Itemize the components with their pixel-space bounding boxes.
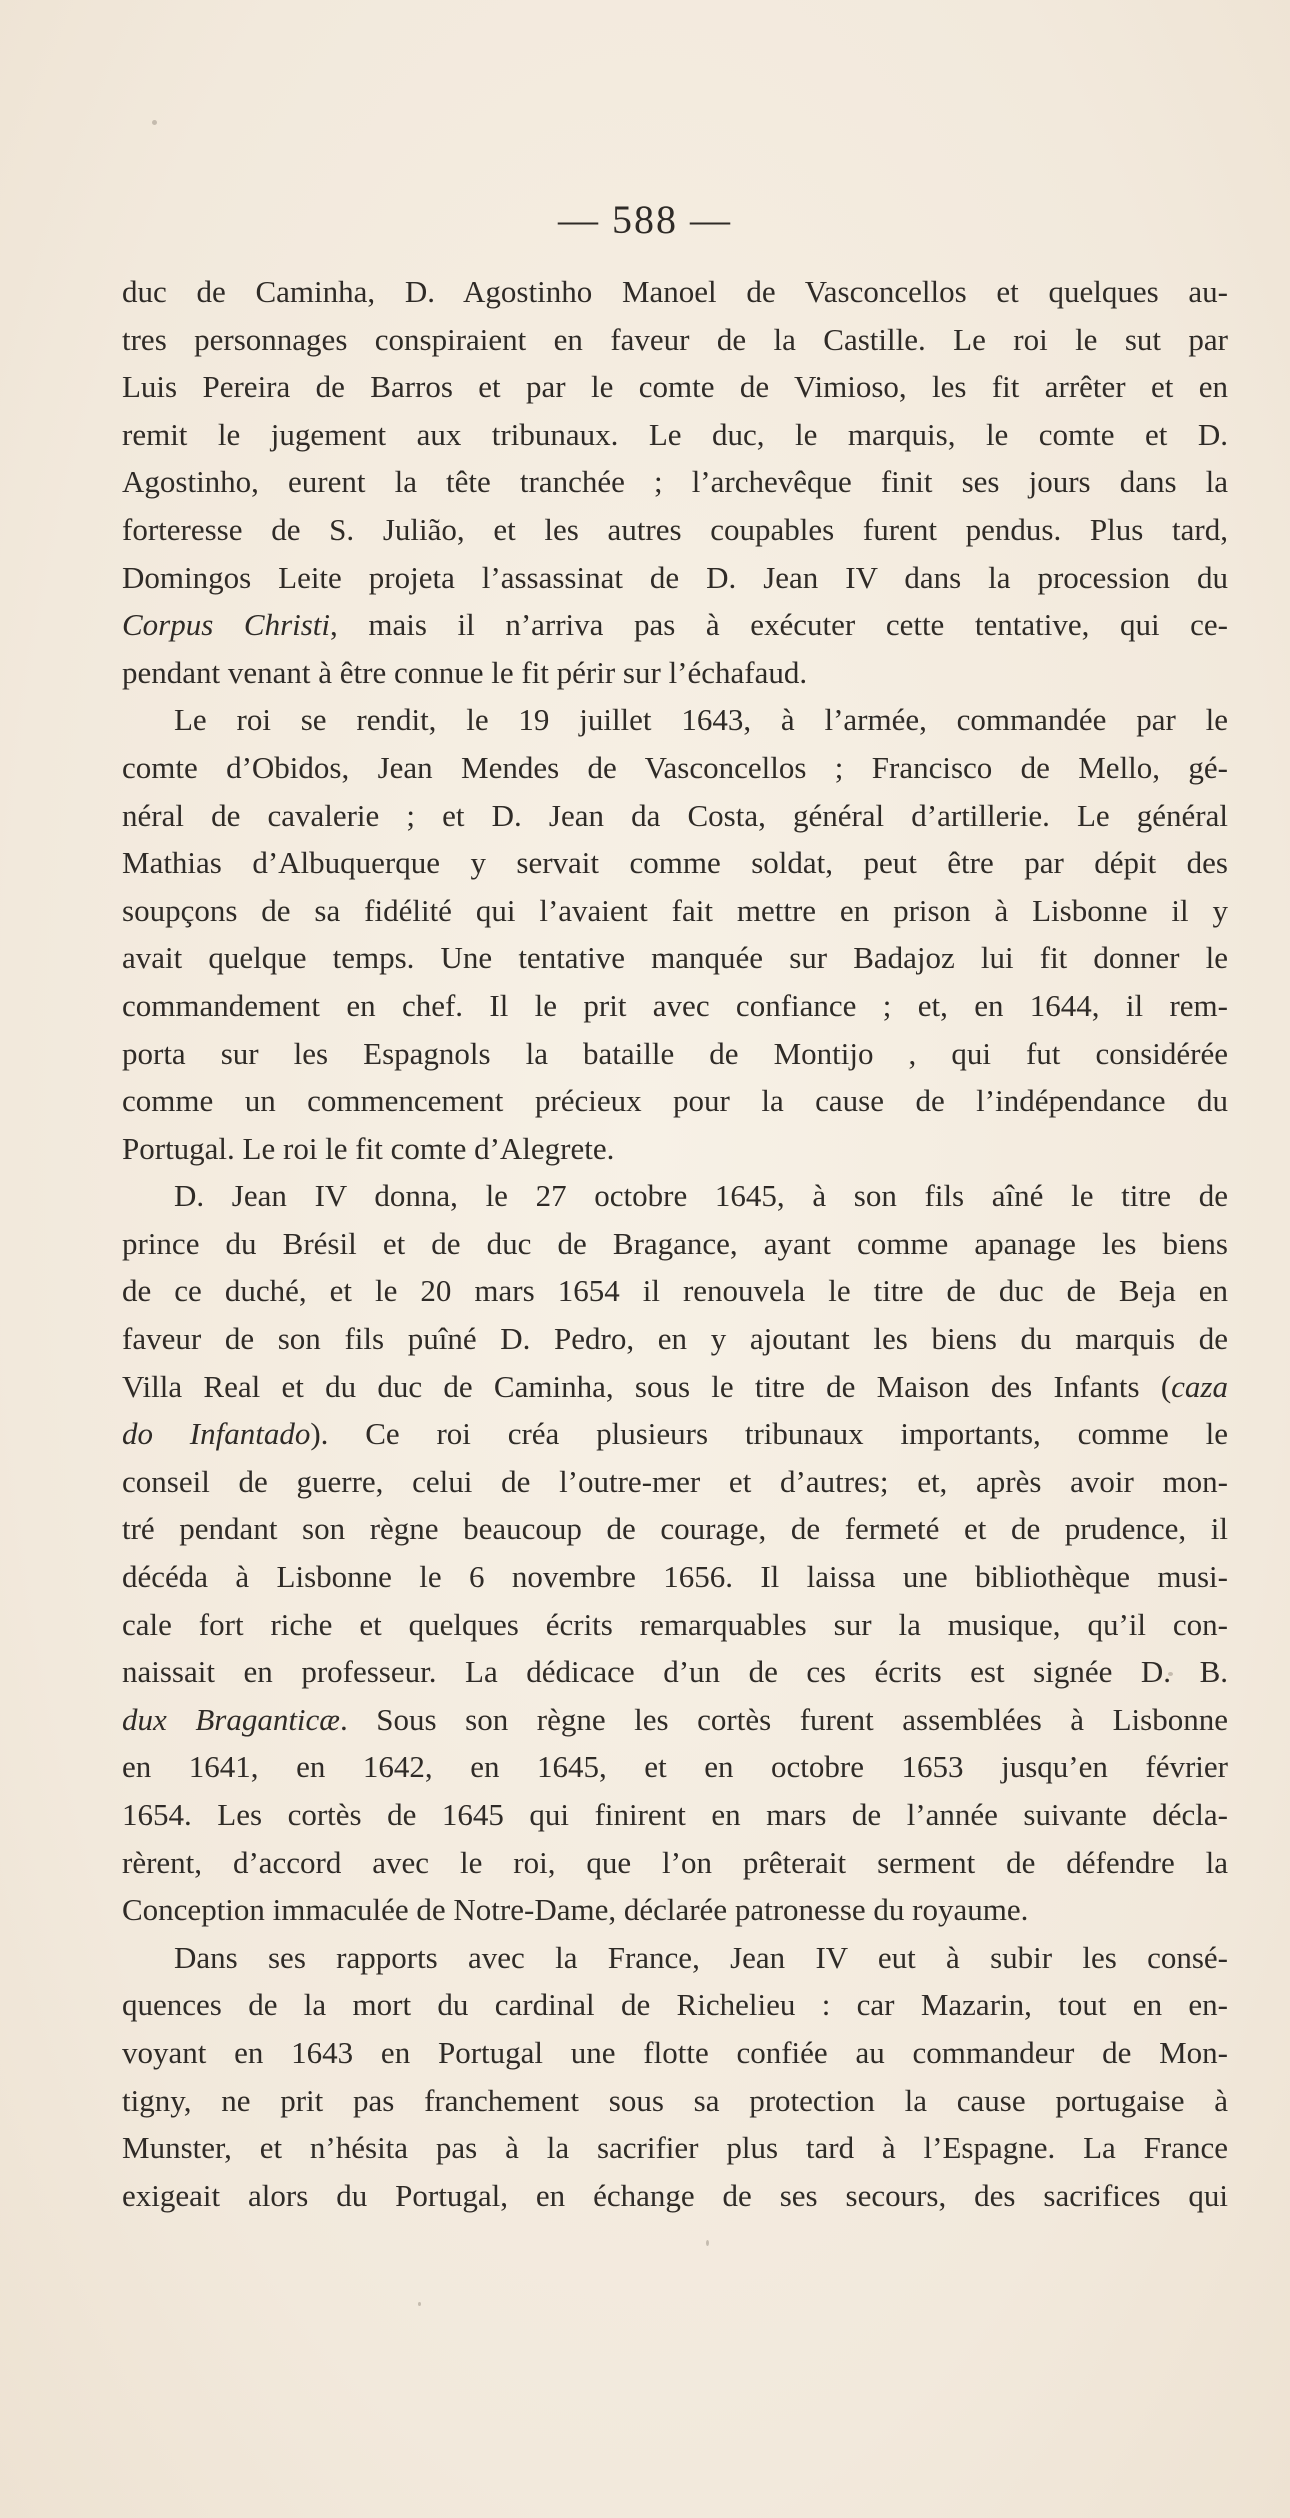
text-run: exigeait alors du Portugal, en échange de ses secours, des sacrifices qui xyxy=(122,2177,1228,2213)
paper-speck xyxy=(152,120,157,125)
text-run: tigny, ne prit pas franchement sous sa protection la cause portugaise à xyxy=(122,2082,1228,2118)
text-line xyxy=(122,696,1228,744)
text-line xyxy=(122,316,1228,364)
text-line xyxy=(122,2172,1228,2220)
text-line xyxy=(122,1458,1228,1506)
text-run: 1654. Les cortès de 1645 qui finirent en mars de l’année suivante décla- xyxy=(122,1797,1228,1832)
text-run: Munster, et n’hésita pas à la sacrifier plus tard à l’Espagne. La France xyxy=(122,2130,1228,2166)
text-line xyxy=(122,744,1228,792)
text-run: soupçons de sa fidélité qui l’avaient fait mettre en prison à Lisbonne il y xyxy=(122,892,1228,928)
text-run: duc de Caminha, D. Agostinho Manoel de Vasconcellos et quelques au- xyxy=(122,274,1228,309)
text-line xyxy=(122,1505,1228,1553)
text-line xyxy=(122,1934,1228,1982)
text-run: remit le jugement aux tribunaux. Le duc, le marquis, le comte et D. xyxy=(122,416,1228,452)
text-line xyxy=(122,411,1228,459)
paper-speck xyxy=(706,2240,709,2246)
text-run: comte d’Obidos, Jean Mendes de Vasconcellos ; Francisco de Mello, gé- xyxy=(122,749,1228,785)
italic-text: dux Braganticæ xyxy=(122,1701,340,1737)
text-run: conseil de guerre, celui de l’outre-mer et d’autres; et, après avoir mon- xyxy=(122,1463,1228,1499)
text-line xyxy=(122,1981,1228,2029)
text-line xyxy=(122,1077,1228,1125)
text-run: Mathias d’Albuquerque y servait comme soldat, peut être par dépit des xyxy=(122,845,1228,881)
text-line xyxy=(122,839,1228,887)
text-run: avait quelque temps. Une tentative manquée sur Badajoz lui fit donner le xyxy=(122,940,1228,976)
text-line xyxy=(122,1791,1228,1839)
text-run: quences de la mort du cardinal de Richelieu : car Mazarin, tout en en- xyxy=(122,1987,1228,2023)
text-line xyxy=(122,1648,1228,1696)
text-run: comme un commencement précieux pour la cause de l’indépendance du xyxy=(122,1083,1228,1119)
text-line xyxy=(122,1030,1228,1078)
text-line xyxy=(122,2029,1228,2077)
text-run: . Sous son règne les cortès furent assemblées à Lisbonne xyxy=(339,1701,1228,1737)
text-line xyxy=(122,601,1228,649)
text-line xyxy=(122,1220,1228,1268)
text-run: pendant venant à être connue le fit périr sur l’échafaud. xyxy=(122,654,808,690)
text-run: , mais il n’arriva pas à exécuter cette tentative, qui ce- xyxy=(330,607,1229,643)
text-run: prince du Brésil et de duc de Bragance, ayant comme apanage les biens xyxy=(122,1225,1228,1261)
text-run: Portugal. Le roi le fit comte d’Alegrete. xyxy=(122,1130,615,1166)
text-line xyxy=(122,554,1228,602)
paper-speck xyxy=(418,2302,421,2306)
text-line xyxy=(122,1839,1228,1887)
text-run: D. Jean IV donna, le 27 octobre 1645, à son fils aîné le titre de xyxy=(174,1178,1228,1214)
text-line xyxy=(122,2077,1228,2125)
text-line xyxy=(122,1410,1228,1458)
text-run: rèrent, d’accord avec le roi, que l’on prêterait serment de défendre la xyxy=(122,1844,1228,1880)
text-run: ). Ce roi créa plusieurs tribunaux importants, comme le xyxy=(310,1416,1228,1452)
text-run: de ce duché, et le 20 mars 1654 il renouvela le titre de duc de Beja en xyxy=(122,1273,1228,1309)
text-run: néral de cavalerie ; et D. Jean da Costa, général d’artillerie. Le général xyxy=(122,797,1228,833)
text-line xyxy=(122,458,1228,506)
text-run: tré pendant son règne beaucoup de courage, de fermeté et de prudence, il xyxy=(122,1511,1228,1547)
italic-text: Corpus Christi xyxy=(122,607,331,643)
text-line xyxy=(122,1743,1228,1791)
text-line xyxy=(122,1125,1228,1173)
text-run: naissait en professeur. La dédicace d’un de ces écrits est signée D. B. xyxy=(122,1654,1228,1690)
text-run: Domingos Leite projeta l’assassinat de D. Jean IV dans la procession du xyxy=(122,559,1228,595)
text-run: en 1641, en 1642, en 1645, et en octobre 1653 jusqu’en février xyxy=(122,1749,1228,1785)
text-line xyxy=(122,649,1228,697)
paper-speck xyxy=(1168,1672,1173,1676)
text-run: porta sur les Espagnols la bataille de Montijo , qui fut considérée xyxy=(122,1035,1228,1071)
text-line xyxy=(122,934,1228,982)
text-line xyxy=(122,2124,1228,2172)
text-run: décéda à Lisbonne le 6 novembre 1656. Il laissa une bibliothèque musi- xyxy=(122,1559,1228,1595)
text-run: cale fort riche et quelques écrits remarquables sur la musique, qu’il con- xyxy=(122,1606,1228,1642)
text-line xyxy=(122,1886,1228,1934)
text-line xyxy=(122,982,1228,1030)
text-run: Conception immaculée de Notre-Dame, déclarée patronesse du royaume. xyxy=(122,1892,1029,1928)
page-number: — 588 — xyxy=(558,197,732,242)
text-run: commandement en chef. Il le prit avec confiance ; et, en 1644, il rem- xyxy=(122,987,1228,1023)
text-line xyxy=(122,1696,1228,1744)
text-line xyxy=(122,1315,1228,1363)
text-line xyxy=(122,887,1228,935)
text-line xyxy=(122,1553,1228,1601)
text-run: Luis Pereira de Barros et par le comte de Vimioso, les fit arrêter et en xyxy=(122,369,1228,405)
text-run: tres personnages conspiraient en faveur de la Castille. Le roi le sut par xyxy=(122,321,1228,357)
text-line xyxy=(122,1172,1228,1220)
text-run: Le roi se rendit, le 19 juillet 1643, à l’armée, commandée par le xyxy=(174,702,1228,738)
text-line xyxy=(122,792,1228,840)
text-line xyxy=(122,1267,1228,1315)
italic-text: caza xyxy=(1171,1368,1228,1404)
text-line xyxy=(122,1363,1228,1411)
body-text xyxy=(122,268,1228,2219)
text-run: faveur de son fils puîné D. Pedro, en y ajoutant les biens du marquis de xyxy=(122,1321,1228,1357)
text-line xyxy=(122,363,1228,411)
text-line xyxy=(122,268,1228,316)
text-line xyxy=(122,1601,1228,1649)
text-line xyxy=(122,506,1228,554)
text-run: Villa Real et du duc de Caminha, sous le titre de Maison des Infants ( xyxy=(122,1368,1172,1404)
italic-text: do Infantado xyxy=(122,1416,311,1452)
text-run: Dans ses rapports avec la France, Jean IV eut à subir les consé- xyxy=(174,1939,1228,1975)
text-run: forteresse de S. Julião, et les autres coupables furent pendus. Plus tard, xyxy=(122,511,1228,547)
text-run: voyant en 1643 en Portugal une flotte confiée au commandeur de Mon- xyxy=(122,2034,1228,2070)
text-run: Agostinho, eurent la tête tranchée ; l’archevêque finit ses jours dans la xyxy=(122,464,1228,500)
